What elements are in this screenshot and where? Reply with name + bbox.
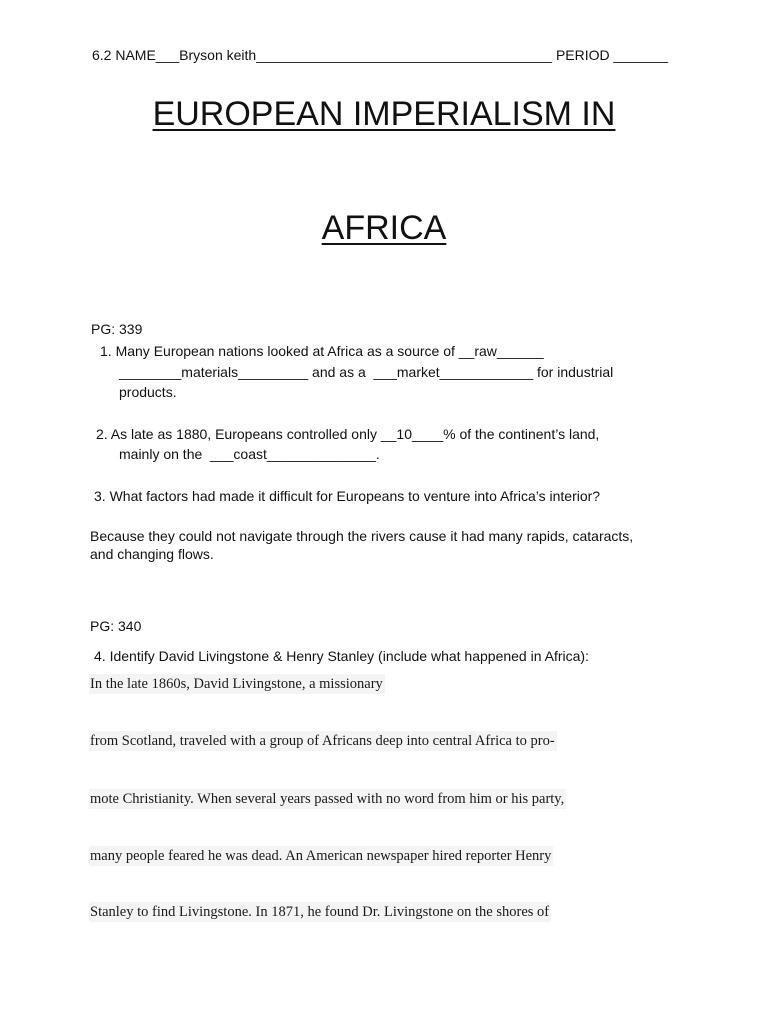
question-1-line-2: ________materials_________ and as a ___market____________ for industrial [119,364,614,380]
answer-3-line-1: Because they could not navigate through the rivers cause it had many rapids, cataracts, [90,528,634,544]
name-period-line: 6.2 NAME___Bryson keith______________________________________ PERIOD _______ [92,47,669,63]
question-3: 3. What factors had made it difficult for Europeans to venture into Africa’s interior? [94,488,601,504]
answer-4-line-5: Stanley to find Livingstone. In 1871, he found Dr. Livingstone on the shores of [90,904,550,920]
question-2-line-2: mainly on the ___coast______________. [119,446,380,462]
page-reference-339: PG: 339 [91,321,143,337]
page-reference-340: PG: 340 [90,618,142,634]
question-1-line-3: products. [119,384,177,400]
question-1-line-1: 1. Many European nations looked at Africa as a source of __raw______ [100,343,544,359]
question-2-line-1: 2. As late as 1880, Europeans controlled only __10____% of the continent’s land, [96,426,600,442]
answer-4-line-4: many people feared he was dead. An American newspaper hired reporter Henry [90,848,552,864]
page-title-line-2: AFRICA [321,209,447,247]
question-4: 4. Identify David Livingstone & Henry Stanley (include what happened in Africa): [94,648,589,664]
answer-3-line-2: and changing flows. [90,546,214,562]
answer-4-line-3: mote Christianity. When several years passed with no word from him or his party, [90,791,565,807]
answer-4-line-2: from Scotland, traveled with a group of Africans deep into central Africa to pro- [90,733,555,749]
answer-4-line-1: In the late 1860s, David Livingstone, a missionary [90,676,383,692]
page-title-line-1: EUROPEAN IMPERIALISM IN [152,95,616,133]
